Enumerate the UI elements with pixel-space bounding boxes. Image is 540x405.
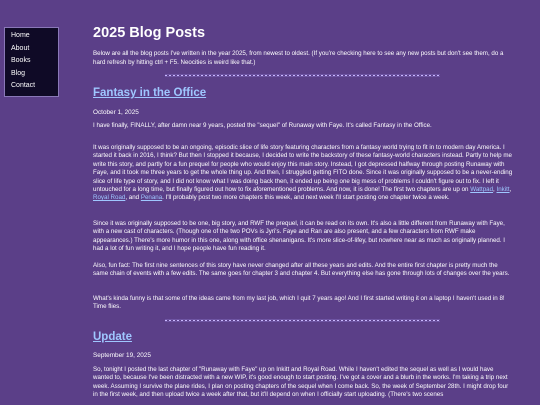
divider bbox=[165, 319, 440, 322]
post-title-link[interactable]: Fantasy in the Office bbox=[93, 87, 207, 99]
wattpad-link[interactable]: Wattpad bbox=[470, 186, 494, 194]
inkitt-link[interactable]: Inkitt bbox=[496, 186, 510, 194]
page-title: 2025 Blog Posts bbox=[93, 25, 206, 41]
post-paragraph: I have finally, FINALLY, after damn near 9 years, posted the "sequel" of Runaway with Faye. It's called Fantasy in the Office. bbox=[93, 122, 432, 129]
post-text: . I'll probably post two more chapters this week, and next week I'll start posting one chapter twice a week. bbox=[162, 194, 450, 202]
site-nav bbox=[4, 27, 59, 97]
divider bbox=[165, 74, 440, 77]
nav-blog-link[interactable]: Blog bbox=[11, 69, 26, 77]
post-paragraph: Since it was originally supposed to be one, big story, and RWF the prequel, it can be read on its own. It's also a little different from Runaway with Faye, with a new cast of characters. (Though one of the two POVs is Jyri's. Faye and Ran are also present, and a few characters from RWF make appearances.) There's more humor in this one, along with office shenanigans. It's more slice-of-lifey, but nowhere near as much as originally planned. I had a lot of fun writing it, and I hope people have fun reading it. bbox=[93, 220, 505, 253]
penana-link[interactable]: Penana bbox=[140, 194, 163, 202]
royal-road-link[interactable]: Royal Road bbox=[93, 194, 126, 202]
post-paragraph bbox=[93, 144, 513, 203]
intro-text: Below are all the blog posts I've written in the year 2025, from newest to oldest. (If you're checking here to see any new posts but don't see them, do a hard refresh by hitting ctrl + F5. Neocities is weird like that.) bbox=[93, 50, 504, 66]
post-title-link[interactable]: Update bbox=[93, 331, 132, 343]
nav-books-link[interactable]: Books bbox=[11, 57, 31, 65]
post-paragraph: What's kinda funny is that some of the ideas came from my last job, which I quit 7 years ago! And I first started writing it on a laptop I haven't used in 8! Time flies. bbox=[93, 295, 505, 311]
post-text: It was originally supposed to be an ongoing, episodic slice of life story featuring characters from a fantasy world trying to fit in to modern day America. I started it back in 2016, I think? But then I stopped it because, I decided to write the backstory of these fantasy-world characters instead. Partly to help me write this story, and partly for a fun prequel for people who would enjoy this main story. Instead, I got depressed halfway through posting Runaway with Faye, and it took me three years to get the whole thing up. And then, I struggled getting FITO done. Since it was originally supposed to be a never-ending slice of life type of story, and I did not know what I was doing back then, it ended up being one big mess of problems I couldn't figure out to fix. I left it untouched for a long time, but finally figured out how to fix aforementioned problems. And now, it is done! The first two chapters are up on bbox=[93, 144, 513, 194]
post-paragraph: Also, fun fact: The first nine sentences of this story have never changed after all these years and edits. And the entire first chapter is pretty much the same chain of events with a few edits. The same goes for chapter 3 and chapter 4. But everything else has gone through lots of changes over the years. bbox=[93, 262, 510, 278]
nav-contact-link[interactable]: Contact bbox=[11, 82, 36, 90]
post-date: September 19, 2025 bbox=[93, 352, 151, 359]
nav-home-link[interactable]: Home bbox=[11, 32, 30, 39]
separator-text: , and bbox=[125, 194, 141, 202]
nav-about-link[interactable]: About bbox=[11, 44, 30, 52]
separator-text: , bbox=[493, 186, 497, 194]
post-date: October 1, 2025 bbox=[93, 109, 139, 116]
separator-text: , bbox=[509, 186, 512, 194]
post-paragraph: So, tonight I posted the last chapter of "Runaway with Faye" up on Inkitt and Royal Road. While I haven't edited the sequel as well as I would have wanted to, because I've been distracted with a new WIP, it's good enough to start posting. I've got a cover and a blurb in the works. I'm taking a trip next week. Assuming I survive the plane rides, I plan on posting chapters of the sequel when I come back. So, the week of September 28th. I might drop four in the first week, and then upload twice a week after that, but it'll depend on when I officially start uploading. (There's two scenes bbox=[93, 366, 509, 399]
